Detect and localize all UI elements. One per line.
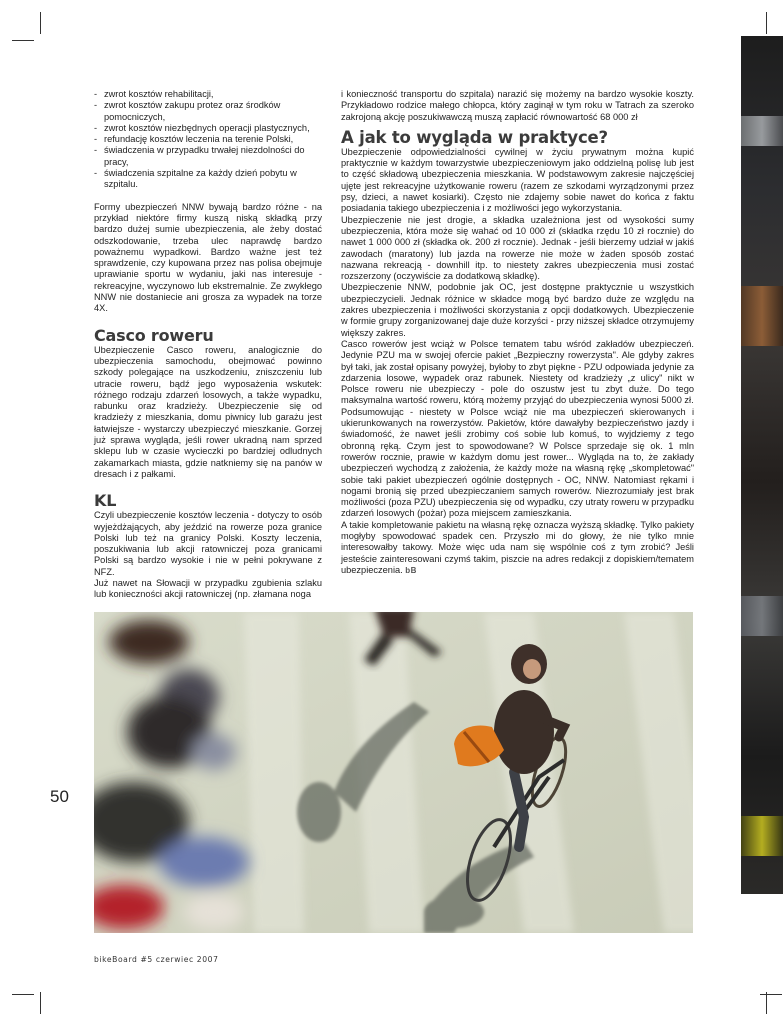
coverage-list (94, 89, 322, 191)
facing-page-bleed (741, 36, 783, 894)
heading-practice: A jak to wygląda w praktyce? (341, 127, 608, 147)
right-column (341, 89, 694, 576)
crop-mark (760, 994, 782, 995)
paragraph-kl: Czyli ubezpieczenie kosztów leczenia - dotyczy to osób wyjeżdżających, aby jeździć na rowerze poza granice Polski lub też na granicy Polski. Koszty leczenia, poszukiwania lub akcji ratowniczej poza granicami Polski są bardzo wysokie i nie w pełni pokrywane z NFZ. (94, 510, 322, 577)
list-item: - świadczenia w przypadku trwałej niezdolności do pracy, (94, 145, 322, 168)
left-column (94, 89, 322, 601)
list-item: - zwrot kosztów zakupu protez oraz środków pomocniczych, (94, 100, 322, 123)
street-cyclist-photo (94, 612, 693, 933)
paragraph-nnw-offer: Ubezpieczenie NNW, podobnie jak OC, jest dostępne praktycznie u wszystkich ubezpieczycieli. Jednak różnice w składce mogą być bardzo duże ze względu na zakres ubezpieczenia i możliwości skorzystania z opcji dodatkowych. Ubezpieczenie w formie grupy zorganizowanej daje duże korzyści - przy niższej składce otrzymujemy większy zakres. (341, 282, 694, 338)
paragraph-cost: Ubezpieczenie nie jest drogie, a składka uzależniona jest od wysokości sumy ubezpieczenia, która może się wahać od 10 000 zł (składka rzędu 10 zł rocznie) do nawet 1 000 000 zł (składka ok. 200 zł rocznie). Jednak - jeśli bierzemy udział w jakiś zawodach (maratony) lub jazda na rowerze nie może w żaden sposób zostać nazwana rekreacją - downhill itp. to niestety zakres ubezpieczenia musi zostać rozszerzony (oczywiście za dodatkową składkę). (341, 214, 694, 282)
page-number: 50 (50, 787, 69, 806)
photo-illustration (94, 612, 693, 933)
paragraph-closing (341, 520, 694, 576)
crop-mark (766, 992, 767, 1014)
footer-issue: bikeBoard #5 czerwiec 2007 (94, 955, 219, 964)
crop-mark (12, 994, 34, 995)
crop-mark (766, 12, 767, 34)
paragraph-oc: Ubezpieczenie odpowiedzialności cywilnej w życiu prywatnym można kupić praktycznie w każdym towarzystwie ubezpieczeniowym jako oddzielną polisę lub jest to część składową ubezpieczenia mieszkania. W podstawowym zakresie najczęściej ujęte jest rekreacyjne użytkowanie roweru (razem ze szkodami wyrządzonymi przez psy, dzieci, a nawet kosiarki). Często nie zdajemy sobie nawet do końca z faktu posiadania takiego ubezpieczenia i z możliwości jego wykorzystania. (341, 146, 694, 214)
paragraph-casco: Ubezpieczenie Casco roweru, analogicznie do ubezpieczenia samochodu, obejmować powinno szkody polegające na uszkodzeniu, zniszczeniu lub utracie roweru, bądź jego wyposażenia wskutek: różnego rodzaju zdarzeń losowych, a także wypadku, rabunku oraz kradzieży. Ubezpieczenie się od kradzieży z mieszkania, domu piwnicy lub garażu jest łatwiejsze - wystarczy ubezpieczyć mieszkanie. Gorzej już sprawa wygląda, jeśli rower ukradną nam sprzed sklepu lub w czasie wycieczki po bardziej odludnych zakamarkach miasta, gdzie natkniemy się na panów w dresach i z pałkami. (94, 344, 322, 479)
heading-kl: KL (94, 491, 117, 511)
list-item: - zwrot kosztów niezbędnych operacji plastycznych, (94, 123, 322, 134)
list-item: - refundację kosztów leczenia na terenie Polski, (94, 134, 322, 145)
paragraph-nnw: Formy ubezpieczeń NNW bywają bardzo różne - na przykład niektóre firmy kuszą niską składką przy bardzo dużej sumie ubezpieczenia, ale żeby dostać odszkodowanie, trzeba ulec naprawdę bardzo poważnemu wypadkowi. Bardzo ważne jest też sprawdzenie, czy kupowana przez nas polisa obejmuje uprawianie sportu w wydaniu, jaki nas interesuje - rekreacyjne, wyczynowo lub ekstremalnie. Ze zwykłego NNW nie dostaniecie ani grosza za wypadek na torze 4X. (94, 201, 322, 314)
crop-mark (40, 12, 41, 34)
paragraph-kl-continued: Już nawet na Słowacji w przypadku zgubienia szlaku lub konieczności akcji ratowniczej (np. złamana noga (94, 577, 322, 600)
list-item: - świadczenia szpitalne za każdy dzień pobytu w szpitalu. (94, 168, 322, 191)
closing-text: A takie kompletowanie pakietu na własną rękę oznacza wyższą składkę. Tylko pakiety mogłyby spowodować spadek cen. Przyszło mi do głowy, że nie tylko mnie interesowałby takowy. Może więc uda nam się wspólnie coś z tym zrobić? Jeśli jesteście zainteresowani czymś takim, piszcie na adres redakcji z dopiskiem/tematem ubezpieczenia. (341, 519, 694, 575)
crop-mark (40, 992, 41, 1014)
paragraph-summary: Podsumowując - niestety w Polsce wciąż nie ma ubezpieczeń skierowanych i ukierunkowanych na rowerzystów. Pakietów, które dawałyby bezpieczeństwo jazdy i świadomość, że nawet jeśli zrobimy coś sobie lub komuś, to wyjdziemy z tego obronną ręką. Czym jest to spowodowane? W Polsce sprzedaje się ok. 1 mln rowerów rocznie, prawie w każdym domu jest rower... Wygląda na to, że zakłady ubezpieczeń wychodzą z założenia, że każdy może na własną rękę „skompletować" sobie taki pakiet ubezpieczeń ogólnie dostępnych - OC, NNW. Natomiast rękami i nogami bronią się przed ubezpieczaniem samych rowerów. Niezrozumiały jest brak możliwości (poza PZU) ubezpieczenia się od wypadku, czy utraty roweru w przypadku zdarzeń losowych (pożar) poza miejscem zamieszkania. (341, 406, 694, 519)
list-item: - zwrot kosztów rehabilitacji, (94, 89, 322, 100)
paragraph-continued: i konieczność transportu do szpitala) narazić się możemy na bardzo wysokie koszty. Przykładowo rodzice małego chłopca, który zaginął w tym roku w Tatrach za szeroko zakrojoną akcję poszukiwawczą muszą zapłacić równowartość 68 000 zł (341, 89, 694, 122)
heading-casco: Casco roweru (94, 325, 214, 345)
crop-mark (12, 40, 34, 41)
paragraph-casco-offer: Casco rowerów jest wciąż w Polsce tematem tabu wśród zakładów ubezpieczeń. Jedynie PZU ma w swojej ofercie pakiet „Bezpieczny rowerzysta". Ale gdyby zakres był taki, jak został opisany powyżej, byłoby to zbyt piękne - PZU odpowiada jedynie za zdarzenia losowe, wypadek oraz rabunek. Niestety od kradzieży „z ulicy" nikt w Polsce roweru nie ubezpieczy - pole do oszustw jest tu zbyt duże. Do tego maksymalna wartość roweru, którą możemy przyjąć do ubezpieczenia wynosi 5000 zł. (341, 338, 694, 406)
author-signature: bB (405, 565, 417, 575)
